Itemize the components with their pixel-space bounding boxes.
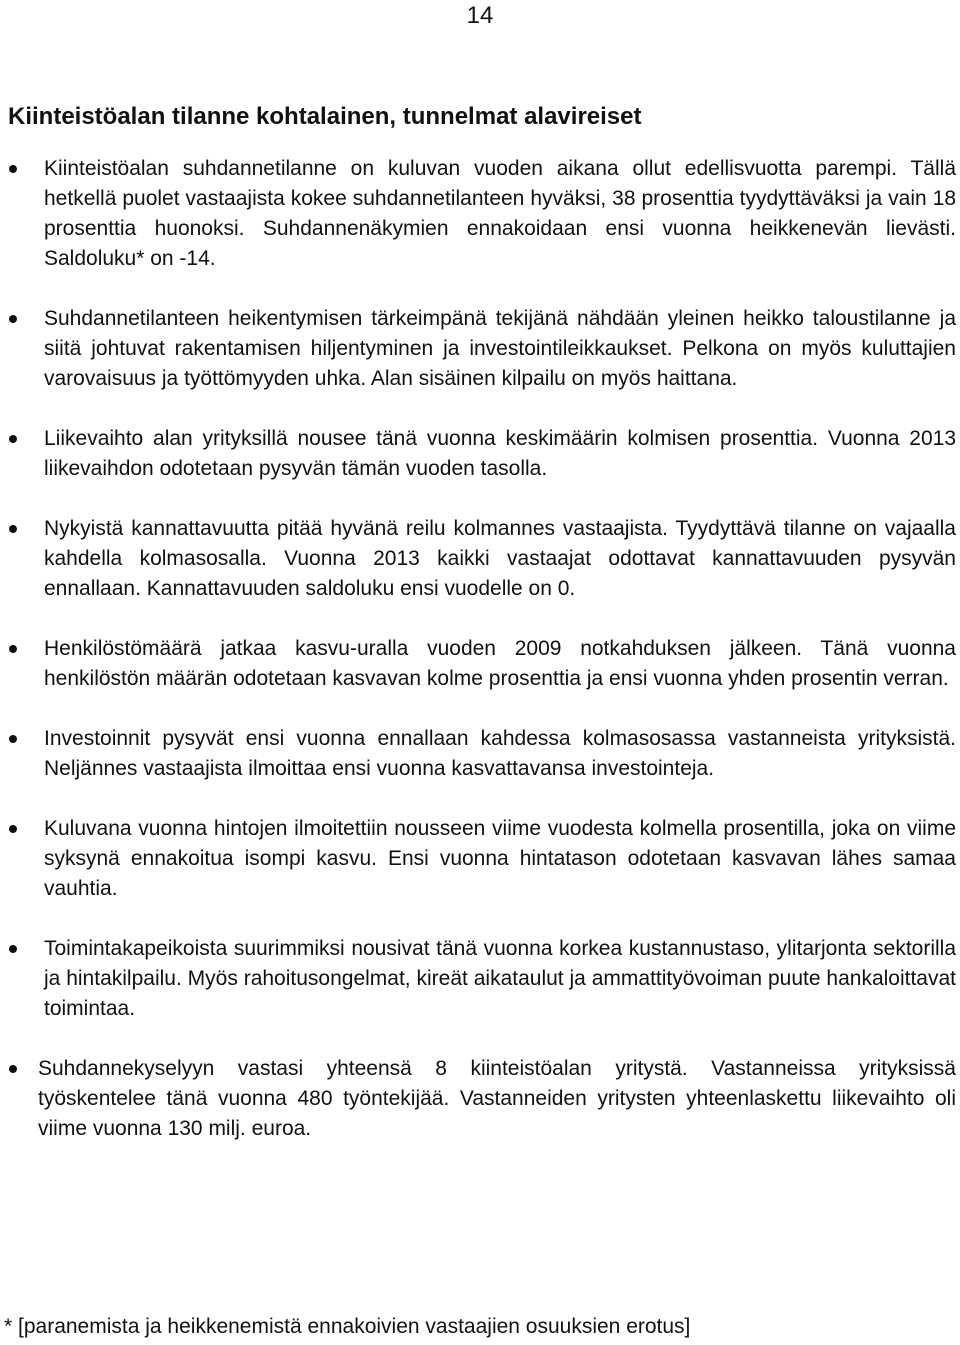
bullet-text: Suhdannetilanteen heikentymisen tärkeimpänä tekijänä nähdään yleinen heikko taloustilanne ja siitä johtuvat rakentamisen hiljentyminen ja investointileikkaukset. Pelkona on myös kuluttajien varovaisuus ja työttömyyden uhka. Alan sisäinen kilpailu on myös haittana. [44,307,956,390]
bullet-text: Henkilöstömäärä jatkaa kasvu-uralla vuoden 2009 notkahduksen jälkeen. Tänä vuonna henkilöstön määrän odotetaan kasvavan kolme prosenttia ja ensi vuonna yhden prosentin verran. [44,637,956,690]
bullet-icon [9,825,17,833]
footnote: * [paranemista ja heikkenemistä ennakoivien vastaajien osuuksien erotus] [4,1315,691,1338]
bullet-list [0,154,960,1174]
bullet-item [0,814,960,904]
bullet-icon [9,315,17,323]
page-number: 14 [466,2,494,29]
bullet-icon [9,645,17,653]
bullet-item [0,514,960,604]
bullet-item [0,154,960,274]
bullet-item [0,934,960,1024]
bullet-icon [9,945,17,953]
bullet-text: Kuluvana vuonna hintojen ilmoitettiin nousseen viime vuodesta kolmella prosentilla, joka on viime syksynä ennakoitua isompi kasvu. Ensi vuonna hintatason odotetaan kasvavan lähes samaa vauhtia. [44,817,956,900]
bullet-item [0,634,960,694]
bullet-text: Nykyistä kannattavuutta pitää hyvänä reilu kolmannes vastaajista. Tyydyttävä tilanne on vajaalla kahdella kolmasosalla. Vuonna 2013 kaikki vastaajat odottavat kannattavuuden pysyvän ennallaan. Kannattavuuden saldoluku ensi vuodelle on 0. [44,517,956,600]
bullet-text: Toimintakapeikoista suurimmiksi nousivat tänä vuonna korkea kustannustaso, ylitarjonta sektorilla ja hintakilpailu. Myös rahoitusongelmat, kireät aikataulut ja ammattityövoiman puute hankaloittavat toimintaa. [44,937,956,1020]
page-heading: Kiinteistöalan tilanne kohtalainen, tunnelmat alavireiset [8,103,642,130]
bullet-text: Suhdannekyselyyn vastasi yhteensä 8 kiinteistöalan yritystä. Vastanneissa yrityksissä työskentelee tänä vuonna 480 työntekijää. Vastanneiden yritysten yhteenlaskettu liikevaihto oli viime vuonna 130 milj. euroa. [38,1057,956,1140]
bullet-icon [9,1065,17,1073]
bullet-item [0,724,960,784]
bullet-icon [9,735,17,743]
bullet-icon [9,165,17,173]
bullet-item [0,1054,960,1144]
bullet-item [0,304,960,394]
bullet-text: Kiinteistöalan suhdannetilanne on kuluvan vuoden aikana ollut edellisvuotta parempi. Tällä hetkellä puolet vastaajista kokee suhdannetilanteen hyväksi, 38 prosenttia tyydyttäväksi ja vain 18 prosenttia huonoksi. Suhdannenäkymien ennakoidaan ensi vuonna heikkenevän lievästi. Saldoluku* on -14. [44,157,956,270]
bullet-icon [9,525,17,533]
bullet-icon [9,435,17,443]
bullet-text: Liikevaihto alan yrityksillä nousee tänä vuonna keskimäärin kolmisen prosenttia. Vuonna 2013 liikevaihdon odotetaan pysyvän tämän vuoden tasolla. [44,427,956,480]
bullet-text: Investoinnit pysyvät ensi vuonna ennallaan kahdessa kolmasosassa vastanneista yrityksistä. Neljännes vastaajista ilmoittaa ensi vuonna kasvattavansa investointeja. [44,727,956,780]
bullet-item [0,424,960,484]
